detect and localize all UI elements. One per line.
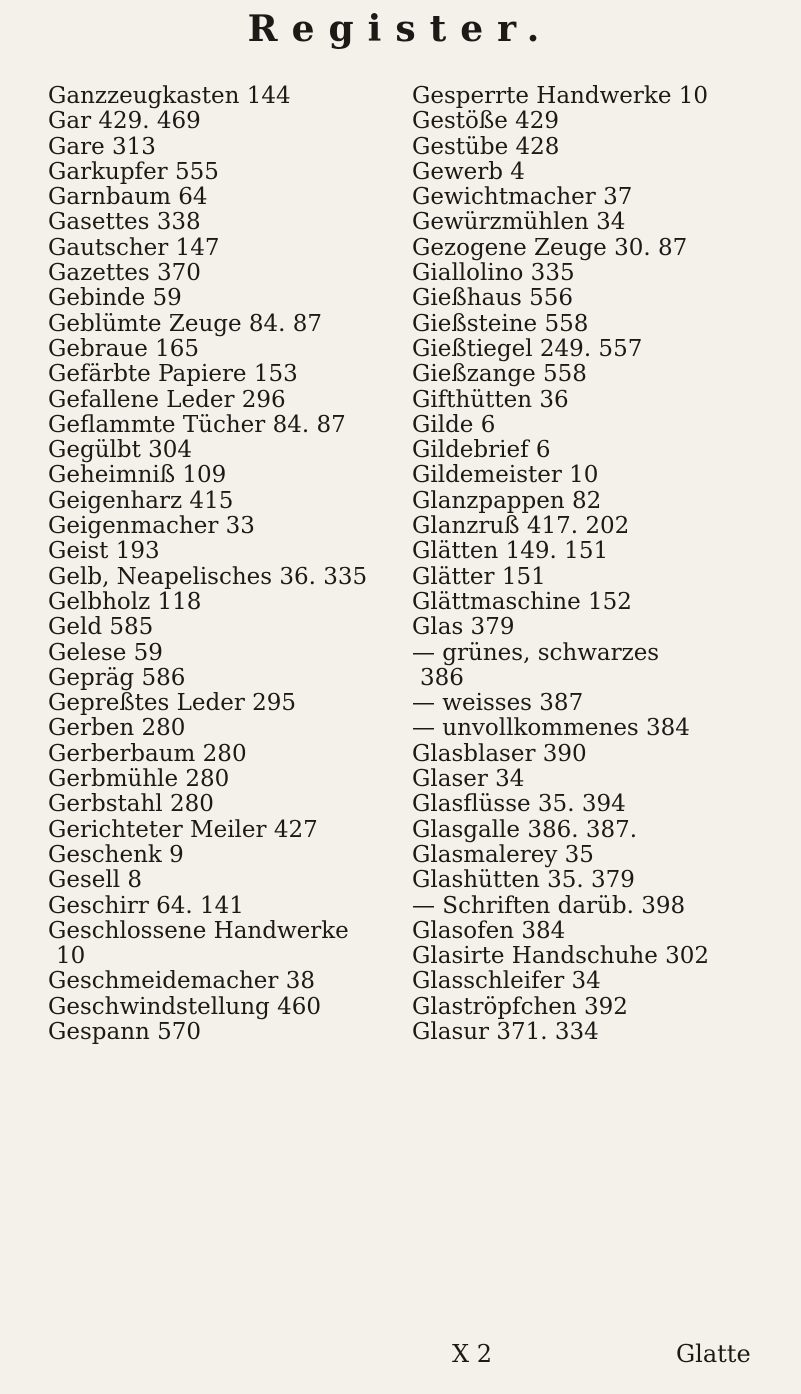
index-entry: Gildebrief 6 xyxy=(412,437,551,464)
index-entry: Gebraue 165 xyxy=(48,335,200,362)
left-column xyxy=(48,84,408,1045)
index-entry: Gesperrte Handwerke 10 xyxy=(412,83,709,109)
index-entry: Glasschleifer 34 xyxy=(412,968,601,995)
index-entry: Geblümte Zeuge 84. 87 xyxy=(48,310,323,337)
index-entry: Gelbholz 118 xyxy=(48,588,202,615)
index-entry: Ganzzeugkasten 144 xyxy=(48,83,291,109)
catchword: Glatte xyxy=(676,1340,751,1368)
index-entry: Gerbmühle 280 xyxy=(48,766,230,793)
index-entry: Glätter 151 xyxy=(412,563,546,590)
index-entry: Gilde 6 xyxy=(412,411,496,438)
index-entry: Gerichteter Meiler 427 xyxy=(48,816,318,843)
index-entry: Gießzange 558 xyxy=(412,361,587,388)
index-entry: Geist 193 xyxy=(48,538,160,565)
index-entry: Glas 379 xyxy=(412,614,515,641)
index-entry: Gesell 8 xyxy=(48,867,143,894)
index-entry: Geschenk 9 xyxy=(48,841,184,868)
index-entry: Gewürzmühlen 34 xyxy=(412,209,626,236)
index-entry: Gießtiegel 249. 557 xyxy=(412,335,643,362)
index-entry: Gildemeister 10 xyxy=(412,462,599,489)
index-entry: Glaströpfchen 392 xyxy=(412,993,628,1020)
index-entry: Gasettes 338 xyxy=(48,209,201,236)
index-entry-continuation: 10 xyxy=(56,943,86,970)
index-entry: Garnbaum 64 xyxy=(48,184,208,211)
index-entry: Gelese 59 xyxy=(48,639,163,666)
index-entry: Geflammte Tücher 84. 87 xyxy=(48,411,346,438)
index-entry: — unvollkommenes 384 xyxy=(412,715,690,742)
index-entry: Giallolino 335 xyxy=(412,260,575,287)
index-entry: Gepräg 586 xyxy=(48,664,186,691)
index-entry: Geschlossene Handwerke xyxy=(48,917,349,944)
index-entry: Geigenharz 415 xyxy=(48,487,234,514)
index-entry: — weisses 387 xyxy=(412,690,584,717)
index-entry: Geschmeidemacher 38 xyxy=(48,968,315,995)
index-entry: — grünes, schwarzes xyxy=(412,639,660,666)
index-entry: Glasur 371. 334 xyxy=(412,1018,599,1045)
index-entry: Gelb, Neapelisches 36. 335 xyxy=(48,563,368,590)
index-entry: Glättmaschine 152 xyxy=(412,588,632,615)
index-entry: Gerben 280 xyxy=(48,715,186,742)
index-entry: Gautscher 147 xyxy=(48,234,220,261)
index-entry: Glashütten 35. 379 xyxy=(412,867,635,894)
index-entry: Gepreßtes Leder 295 xyxy=(48,690,297,717)
index-entry: Glasblaser 390 xyxy=(412,740,587,767)
index-entry: Gazettes 370 xyxy=(48,260,201,287)
index-entry: Gestübe 428 xyxy=(412,133,560,160)
index-entry: Gefärbte Papiere 153 xyxy=(48,361,298,388)
page-header: Register. xyxy=(247,8,554,50)
index-entry: Gebinde 59 xyxy=(48,285,182,312)
index-entry: Gestöße 429 xyxy=(412,108,560,135)
index-entry: Glanzruß 417. 202 xyxy=(412,513,630,540)
index-entry: Glätten 149. 151 xyxy=(412,538,609,565)
signature-mark: X 2 xyxy=(452,1340,492,1368)
right-column xyxy=(412,84,772,1045)
index-entry: Gewichtmacher 37 xyxy=(412,184,633,211)
index-entry: Glasmalerey 35 xyxy=(412,841,594,868)
index-entry: Gifthütten 36 xyxy=(412,386,569,413)
index-entry: Gerberbaum 280 xyxy=(48,740,247,767)
index-entry: — Schriften darüb. 398 xyxy=(412,892,686,919)
index-entry: Glasirte Handschuhe 302 xyxy=(412,943,710,970)
index-entry: Glasflüsse 35. 394 xyxy=(412,791,626,818)
index-entry: Glaser 34 xyxy=(412,766,525,793)
index-entry: Gegülbt 304 xyxy=(48,437,193,464)
index-entry: Geigenmacher 33 xyxy=(48,513,255,540)
index-entry: Gespann 570 xyxy=(48,1018,202,1045)
index-entry: Gerbstahl 280 xyxy=(48,791,214,818)
index-entry: Geheimniß 109 xyxy=(48,462,227,489)
index-entry: Geld 585 xyxy=(48,614,154,641)
index-entry: Geschirr 64. 141 xyxy=(48,892,244,919)
index-entry: Gießsteine 558 xyxy=(412,310,589,337)
index-entry: Glasofen 384 xyxy=(412,917,566,944)
index-entry: Gar 429. 469 xyxy=(48,108,201,135)
index-entry: Gezogene Zeuge 30. 87 xyxy=(412,234,688,261)
index-entry-continuation: 386 xyxy=(420,664,464,691)
index-entry: Gießhaus 556 xyxy=(412,285,574,312)
index-entry: Gewerb 4 xyxy=(412,158,525,185)
index-entry: Gefallene Leder 296 xyxy=(48,386,286,413)
index-entry: Gare 313 xyxy=(48,133,156,160)
index-entry: Garkupfer 555 xyxy=(48,158,219,185)
index-entry: Glasgalle 386. 387. xyxy=(412,816,638,843)
index-entry: Geschwindstellung 460 xyxy=(48,993,321,1020)
index-entry: Glanzpappen 82 xyxy=(412,487,602,514)
